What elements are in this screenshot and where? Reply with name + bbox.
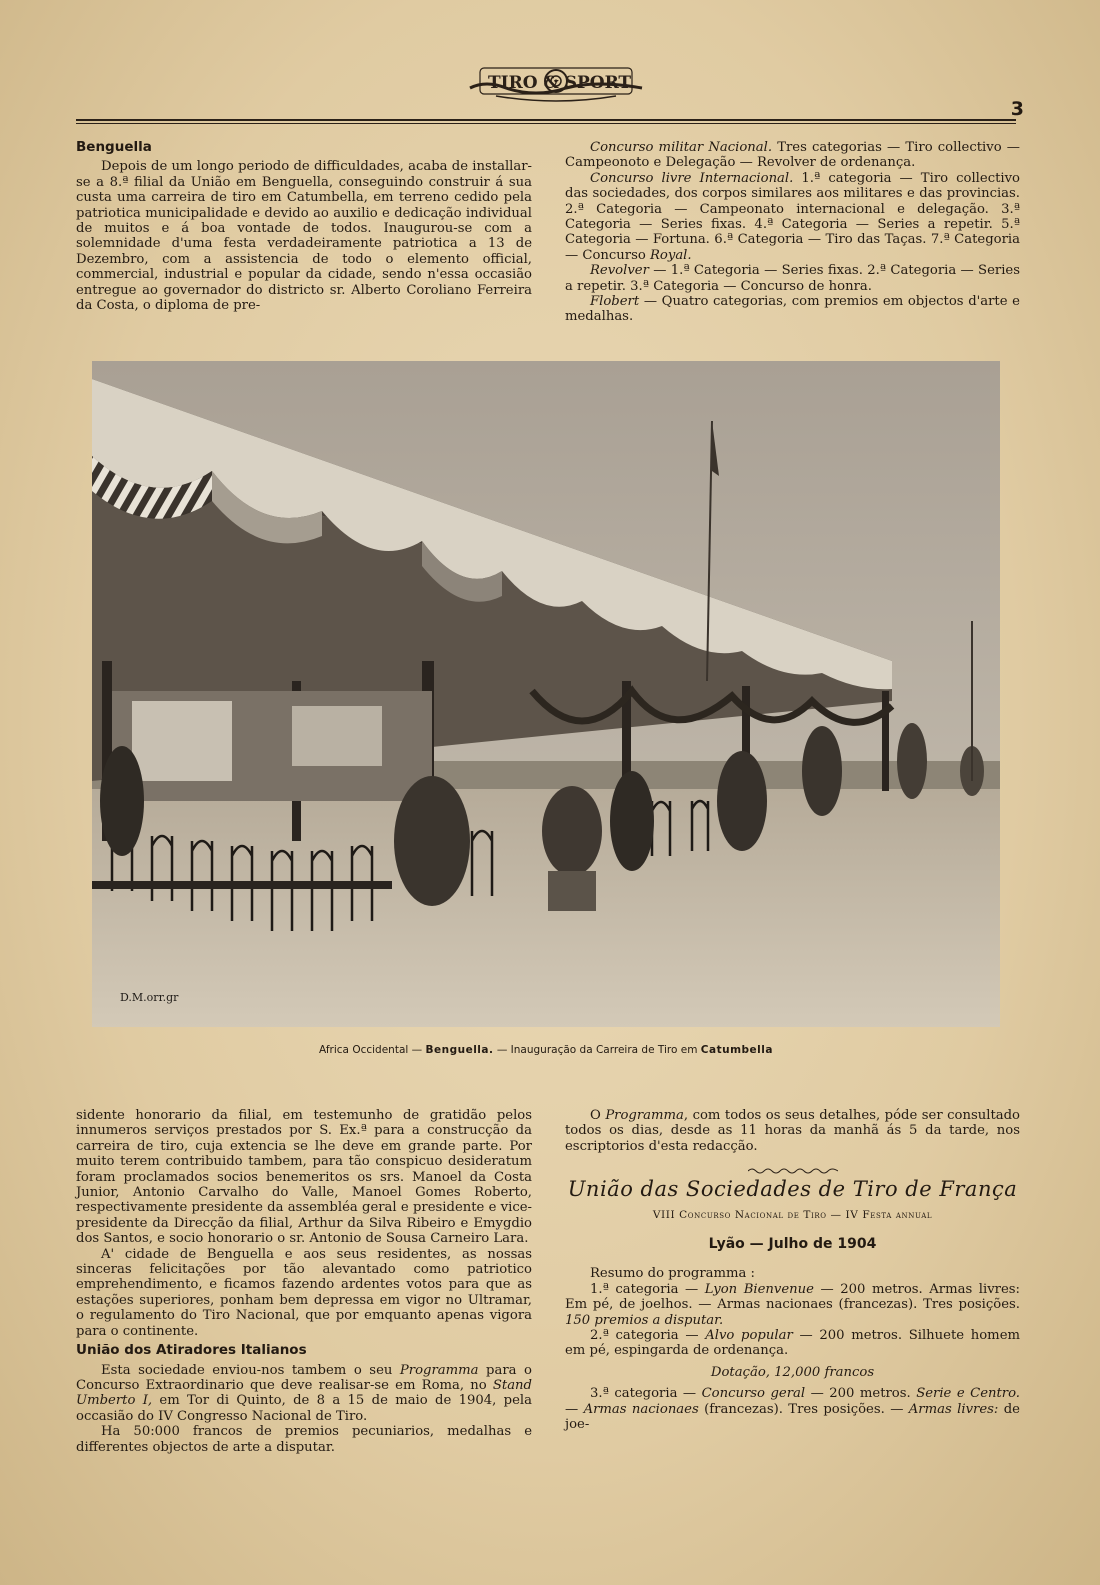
paragraph-resumo: Resumo do programma : bbox=[590, 1266, 756, 1282]
paragraph-programma-consulta: O Programma, com todos os seus detalhes, póde ser consultado todos os dias, desde as 11 horas da manhã ás 5 da tarde, nos escriptorios d'esta redacção. bbox=[565, 1108, 1020, 1154]
heading-benguella: Benguella bbox=[76, 139, 152, 155]
paragraph-concurso-militar: Concurso militar Nacional. Tres categorias — Tiro collectivo — Campeonoto e Delegação — Revolver de ordenança. bbox=[565, 140, 1020, 171]
masthead-logo bbox=[466, 58, 646, 108]
column-bottom-left bbox=[76, 1108, 532, 1455]
column-top-left bbox=[76, 140, 532, 313]
photograph-shooting-range bbox=[92, 361, 1000, 1027]
article-subtitle: VIII Concurso Nacional de Tiro — IV Festa annual bbox=[652, 1208, 933, 1221]
column-top-right bbox=[565, 140, 1020, 325]
photo-illustration bbox=[92, 361, 1000, 1027]
paragraph-categoria-3: 3.ª categoria — Concurso geral — 200 metros. Serie e Centro. — Armas nacionaes (francezas). Tres posições. — Armas livres: de joe- bbox=[565, 1386, 1020, 1433]
photo-caption: Africa Occidental — Benguella. — Inauguração da Carreira de Tiro em Catumbella bbox=[319, 1044, 773, 1056]
paragraph-categoria-2: 2.ª categoria — Alvo popular — 200 metros. Silhuete homem em pé, espingarda de ordenança. bbox=[565, 1328, 1020, 1359]
photo-signature: D.M.orr.gr bbox=[120, 991, 179, 1004]
page-number: 3 bbox=[1010, 98, 1024, 120]
paragraph-benguella: Depois de um longo periodo de difficuldades, acaba de installar-se a 8.ª filial da União em Benguella, conseguindo construir á sua custa uma carreira de tiro em Catumbella, em terreno cedido pela patriotica municipalidade e devido ao auxilio e dedicação individual de muitos e á boa vontade de todos. Inaugurou-se com a solemnidade d'uma festa verdadeiramente patriotica a 13 de Dezembro, com a assistencia de todo o elemento official, commercial, industrial e popular da cidade, sendo n'essa occasião entregue ao governador do districto sr. Alberto Coroliano Ferreira da Costa, o diploma de pre- bbox=[76, 159, 532, 314]
paragraph-revolver: Revolver — 1.ª Categoria — Series fixas. 2.ª Categoria — Series a repetir. 3.ª Categoria — Concurso de honra. bbox=[565, 263, 1020, 294]
paragraph-programma-roma: Esta sociedade enviou-nos tambem o seu Programma para o Concurso Extraordinario que deve realisar-se em Roma, no Stand Umberto I, em Tor di Quinto, de 8 a 15 de maio de 1904, pela occasião do IV Congresso Nacional de Tiro. bbox=[76, 1362, 532, 1424]
paragraph-dotacao: Dotação, 12,000 francos bbox=[710, 1364, 875, 1380]
paragraph-flobert: Flobert — Quatro categorias, com premios em objectos d'arte e medalhas. bbox=[565, 294, 1020, 325]
paragraph-concurso-livre: Concurso livre Internacional. 1.ª categoria — Tiro collectivo das sociedades, dos corpos similares aos militares e das provincias. 2.ª Categoria — Campeonato internacional e delegação. 3.ª Categoria — Series fixas. 4.ª Categoria — Series a repetir. 5.ª Categoria — Fortuna. 6.ª Categoria — Tiro das Taças. 7.ª Categoria — Concurso Royal. bbox=[565, 170, 1020, 263]
paragraph-premios: Ha 50:000 francos de premios pecuniarios, medalhas e differentes objectos de arte a disputar. bbox=[76, 1424, 532, 1455]
heading-uniao-atiradores: União dos Atiradores Italianos bbox=[76, 1342, 307, 1359]
paragraph-categoria-1: 1.ª categoria — Lyon Bienvenue — 200 metros. Armas livres: Em pé, de joelhos. — Armas nacionaes (francezas). Tres posições. 150 premios a disputar. bbox=[565, 1281, 1020, 1328]
article-place-date: Lyão — Julho de 1904 bbox=[708, 1236, 877, 1253]
ornamental-divider bbox=[565, 1164, 1020, 1174]
header-rule bbox=[76, 119, 1016, 121]
column-bottom-right bbox=[565, 1108, 1020, 1433]
masthead-title: TIRO & SPORT bbox=[488, 73, 632, 93]
paragraph-benguella-cont: sidente honorario da filial, em testemunho de gratidão pelos innumeros serviços prestados por S. Ex.ª para a construcção da carreira de tiro, cuja extencia se lhe deve em grande parte. Por muito terem contribuido tambem, para tão conspicuo desideratum foram proclamados socios benemeritos os srs. Manoel da Costa Junior, Antonio Carvalho do Valle, Manoel Gomes Roberto, respectivamente presidente da assembléa geral e presidente e vice-presidente da Direcção da filial, Arthur da Silva Ribeiro e Emygdio dos Santos, e socio honorario o sr. Antonio de Sousa Carneiro Lara. bbox=[76, 1108, 532, 1247]
paragraph-felicitacoes: A' cidade de Benguella e aos seus residentes, as nossas sinceras felicitações por tão alevantado como patriotico emprehendimento, e ficamos fazendo ardentes votos para que as estações superiores, ponham bem depressa em vigor no Ultramar, o regulamento do Tiro Nacional, que por emquanto apenas vigora para o continente. bbox=[76, 1246, 532, 1339]
article-title-franca: União das Sociedades de Tiro de França bbox=[567, 1177, 1018, 1202]
header-rule-thin bbox=[76, 123, 1016, 124]
